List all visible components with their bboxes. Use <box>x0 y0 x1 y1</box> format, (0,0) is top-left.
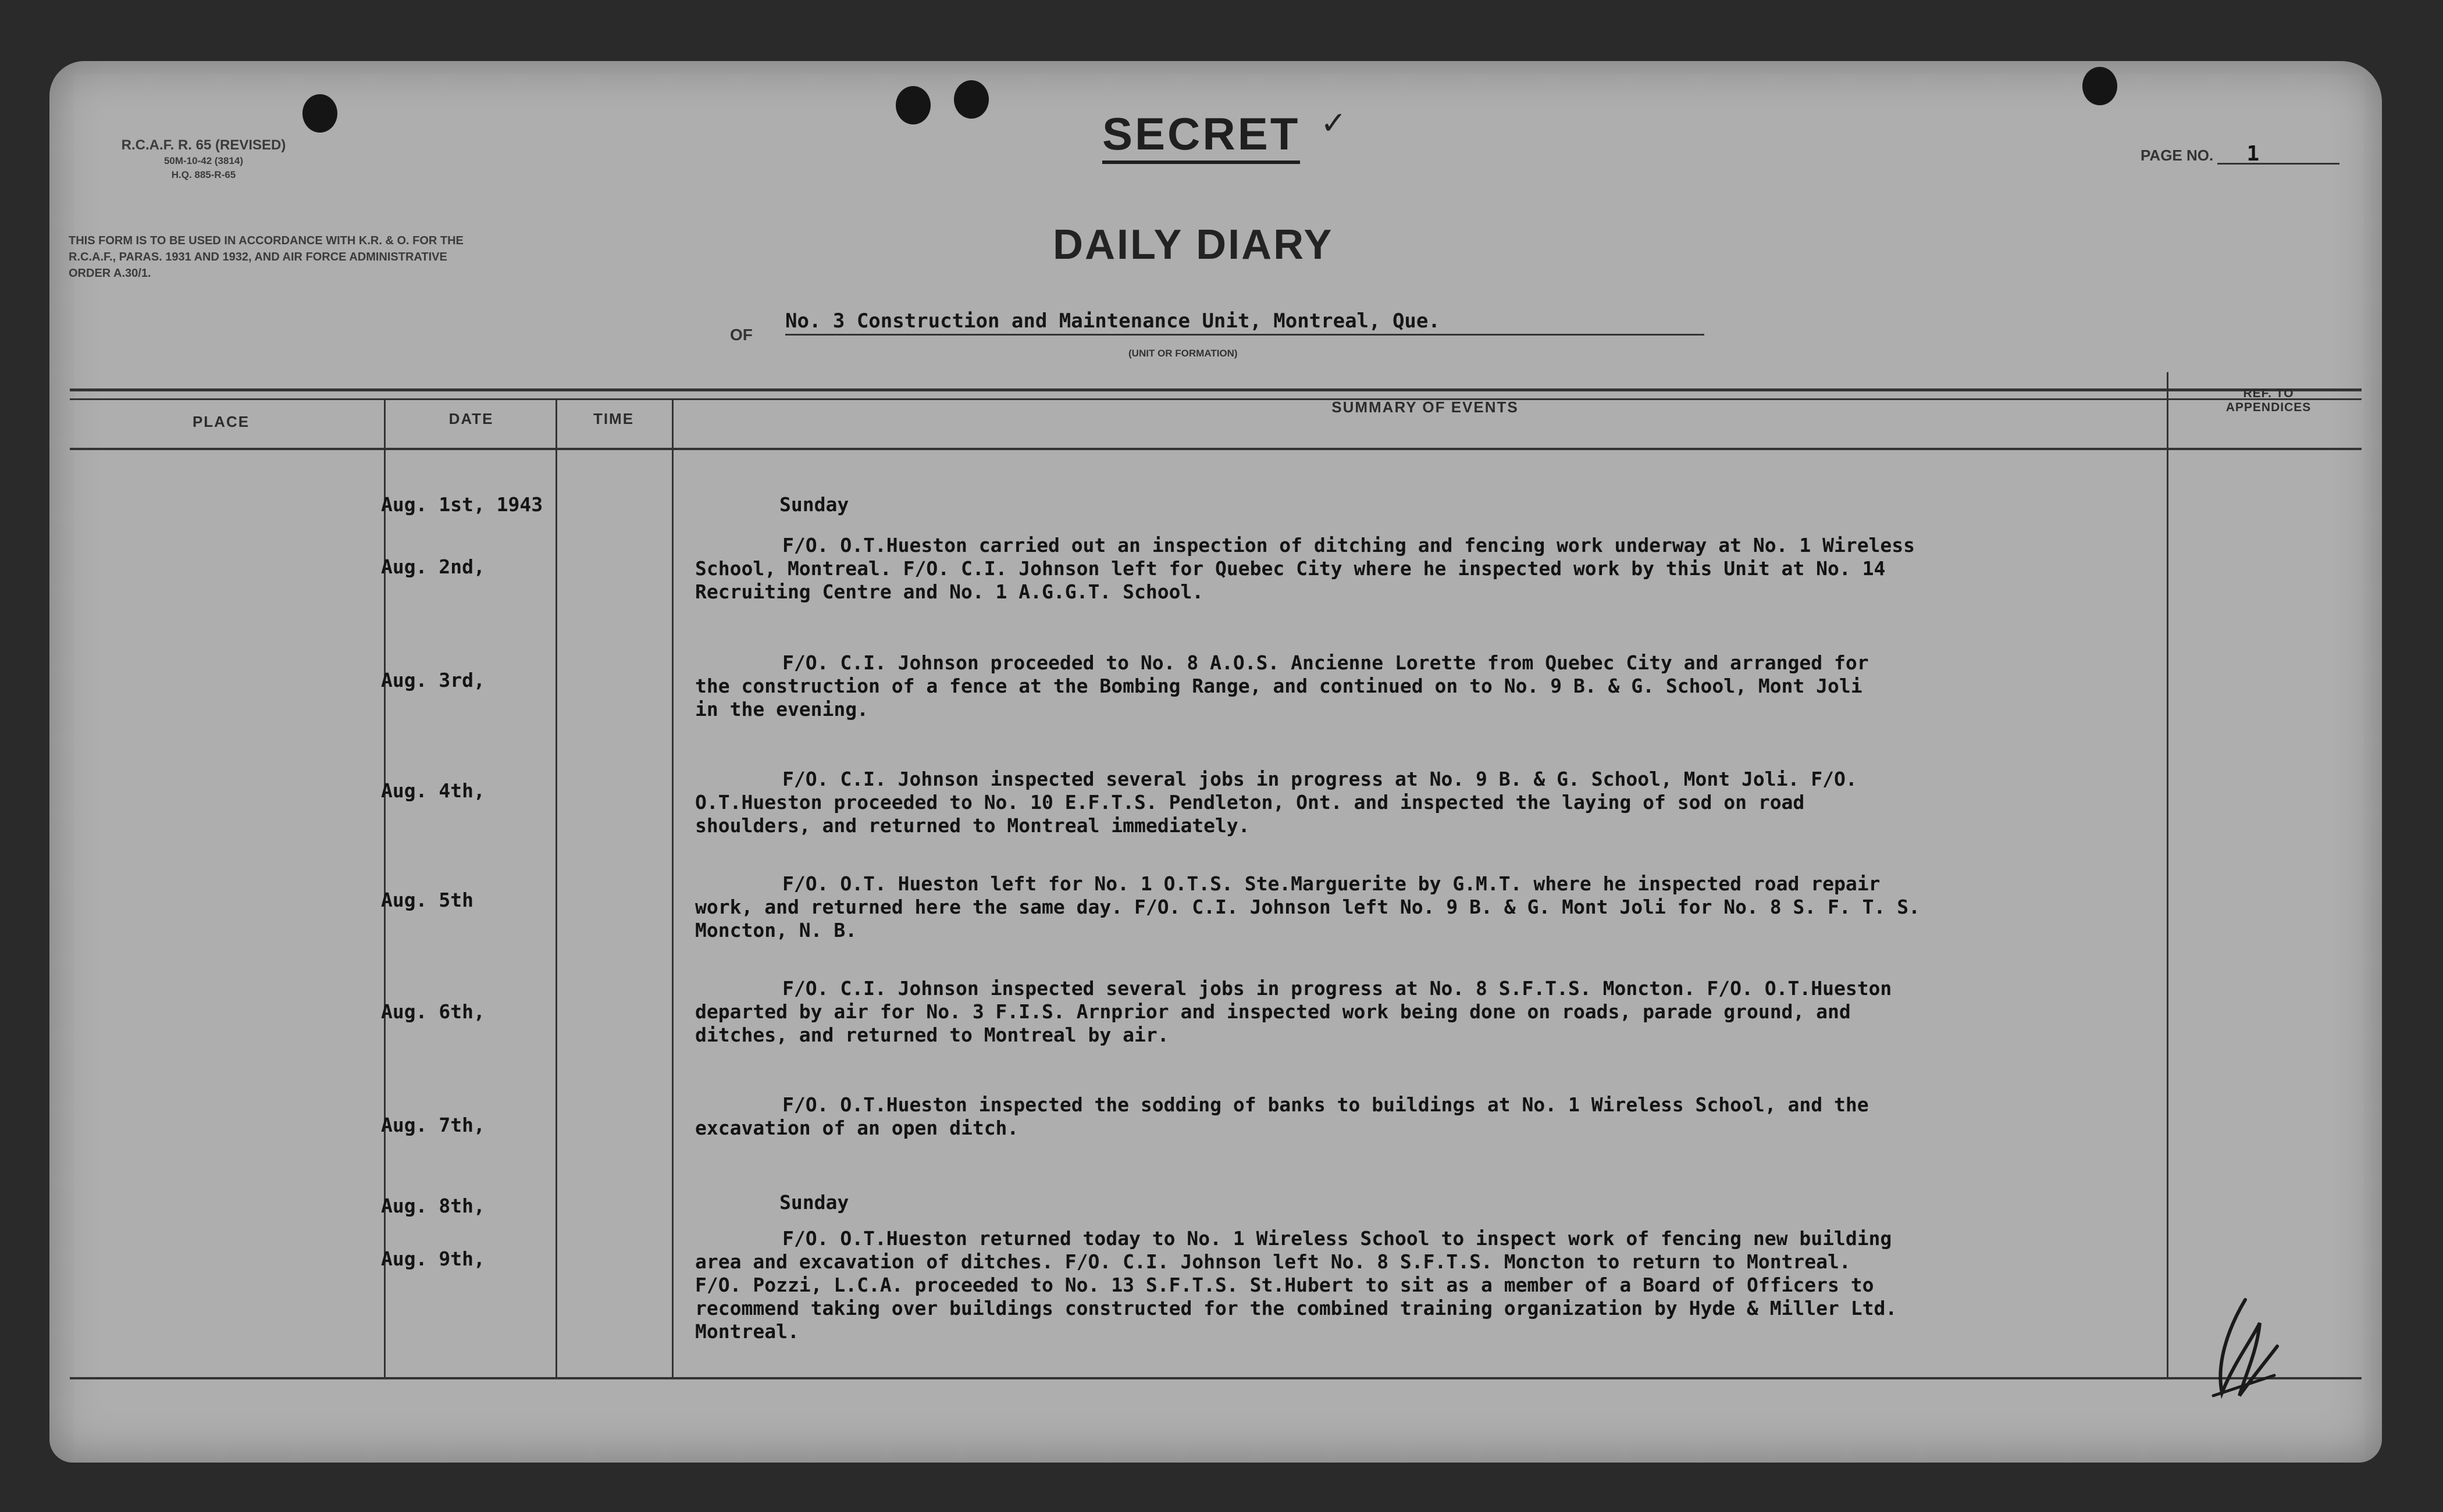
header-bottom-rule <box>70 448 2362 450</box>
entry-date: Aug. 8th, <box>381 1194 485 1217</box>
entry-text: F/O. C.I. Johnson inspected several jobs in progress at No. 8 S.F.T.S. Moncton. F/O. O.T.Hueston departed by air for No. 3 F.I.S. Arnprior and inspected work being done on roads, parade ground, and ditches, and returned to Montreal by air. <box>695 977 1892 1046</box>
time-summary-divider <box>672 398 674 1378</box>
entry-text: F/O. O.T.Hueston carried out an inspection of ditching and fencing work underway at No. 1 Wireless School, Montreal. F/O. C.I. Johnson left for Quebec City where he inspected work by this Unit at No. 14 Recruiting Centre and No. 1 A.G.G.T. School. <box>695 534 1915 603</box>
unit-name: No. 3 Construction and Maintenance Unit, Montreal, Que. <box>785 308 1704 336</box>
page-number-label: PAGE NO. <box>2141 147 2214 164</box>
form-number <box>76 137 332 182</box>
check-mark-icon: ✓ <box>1320 105 1347 141</box>
summary-ref-divider <box>2167 372 2168 1378</box>
entry-text: Sunday <box>779 493 849 516</box>
ref-label-line1: REF. TO <box>2243 387 2294 400</box>
entry-text: F/O. O.T.Hueston returned today to No. 1 Wireless School to inspect work of fencing new building area and excavation of ditches. F/O. C.I. Johnson left No. 8 S.F.T.S. Moncton to return to Montreal. F/O. Pozzi, L.C.A. proceeded to No. 13 S.F.T.S. St.Hubert to sit as a member of a Board of Officers to recommend taking over buildings constructed for the combined training organization by Hyde & Miller Ltd. Montreal. <box>695 1227 1897 1343</box>
entry-date: Aug. 7th, <box>381 1114 485 1136</box>
form-instruction: THIS FORM IS TO BE USED IN ACCORDANCE WITH K.R. & O. FOR THE R.C.A.F., PARAS. 1931 AND 1932, AND AIR FORCE ADMINISTRATIVE ORDER A.30/1. <box>69 234 464 280</box>
page-title: DAILY DIARY <box>1053 222 1334 268</box>
entry-text: F/O. O.T.Hueston inspected the sodding of banks to buildings at No. 1 Wireless School, and the excavation of an open ditch. <box>695 1093 1869 1139</box>
table-top-rule <box>70 388 2362 391</box>
punch-hole <box>896 86 931 124</box>
entry-date: Aug. 5th <box>381 889 473 911</box>
punch-hole <box>2082 67 2117 105</box>
form-number-text: R.C.A.F. R. 65 (REVISED) <box>121 137 286 153</box>
entry-date: Aug. 3rd, <box>381 669 485 691</box>
column-header-date: DATE <box>448 410 494 427</box>
column-header-summary: SUMMARY OF EVENTS <box>1331 398 1519 416</box>
entry-text: Sunday <box>779 1191 849 1214</box>
punch-hole <box>302 94 337 133</box>
unit-caption: (UNIT OR FORMATION) <box>1128 348 1238 359</box>
entry-text: F/O. C.I. Johnson inspected several jobs in progress at No. 9 B. & G. School, Mont Joli. F/O. O.T.Hueston proceeded to No. 10 E.F.T.S. Pendleton, Ont. and inspected the laying of sod on road shoulders, and returned to Montreal immediately. <box>695 768 1857 837</box>
secret-stamp: SECRET <box>1102 110 1300 164</box>
entry-date: Aug. 6th, <box>381 1000 485 1023</box>
page-number <box>2141 142 2339 166</box>
entry-date: Aug. 2nd, <box>381 555 485 578</box>
column-header-ref <box>2173 387 2364 415</box>
page-number-value: 1 <box>2217 145 2339 165</box>
entry-date: Aug. 4th, <box>381 779 485 802</box>
table-bottom-rule <box>70 1377 2362 1379</box>
entry-date: Aug. 1st, 1943 <box>381 493 543 516</box>
column-header-time: TIME <box>593 410 635 427</box>
form-sub-number: 50M-10-42 (3814) <box>163 155 244 166</box>
entry-date: Aug. 9th, <box>381 1247 485 1270</box>
ref-label-line2: APPENDICES <box>2225 401 2312 414</box>
punch-hole <box>954 80 989 119</box>
form-hq-number: H.Q. 885-R-65 <box>171 169 236 180</box>
entry-text: F/O. O.T. Hueston left for No. 1 O.T.S. Ste.Marguerite by G.M.T. where he inspected road repair work, and returned here the same day. F/O. C.I. Johnson left No. 9 B. & G. Mont Joli for No. 8 S. F. T. S. Moncton, N. B. <box>695 872 1920 942</box>
of-label: OF <box>730 326 753 344</box>
entry-text: F/O. C.I. Johnson proceeded to No. 8 A.O.S. Ancienne Lorette from Quebec City and arranged for the construction of a fence at the Bombing Range, and continued on to No. 9 B. & G. School, Mont Joli in the evening. <box>695 651 1869 721</box>
initials-signature-icon <box>2205 1288 2286 1404</box>
column-header-place: PLACE <box>192 413 250 430</box>
